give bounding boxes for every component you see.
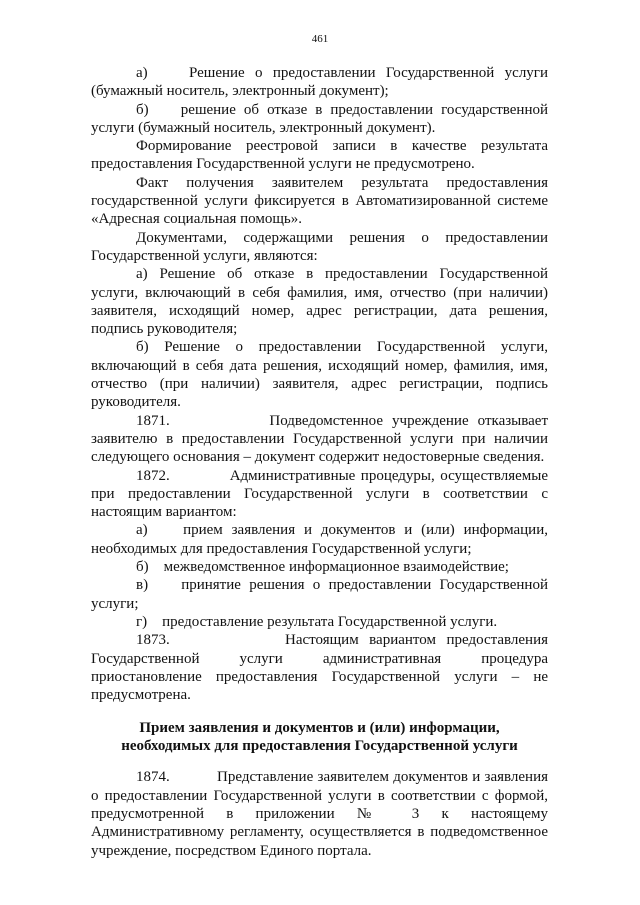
paragraph: б) решение об отказе в предоставлении государственной услуги (бумажный носитель, электронный документ). — [91, 101, 548, 136]
paragraph: 1872. Административные процедуры, осуществляемые при предоставлении Государственной услуги в соответствии с настоящим вариантом: — [91, 467, 548, 521]
paragraph: г) предоставление результата Государственной услуги. — [136, 613, 498, 630]
paragraph: 1874. Представление заявителем документов и заявления о предоставлении Государственной услуги в соответствии с формой, предусмотренной в приложении № 3 к настоящему Административному регламенту, осуществляется в подведомственное учреждение, посредством Единого портала. — [91, 769, 548, 859]
paragraph: б) Решение о предоставлении Государственной услуги, включающий в себя дата решения, исходящий номер, фамилия, имя, отчество (при наличии) заявителя, адрес регистрации, подпись руководителя. — [91, 339, 548, 411]
paragraph: 1873. Настоящим вариантом предоставления Государственной услуги административная процедура приостановление предоставления Государственной услуги – не предусмотрена. — [91, 632, 548, 704]
paragraph: а) Решение об отказе в предоставлении Государственной услуги, включающий в себя фамилия, имя, отчество (при наличии) заявителя, исходящий номер, адрес регистрации, дата решения, подпись руководителя; — [91, 266, 548, 338]
paragraph: Документами, содержащими решения о предоставлении Государственной услуги, являются: — [91, 229, 548, 264]
paragraph: Формирование реестровой записи в качестве результата предоставления Государственной услуги не предусмотрено. — [91, 138, 548, 173]
page-number: 461 — [311, 33, 329, 45]
document-body — [91, 64, 548, 860]
section-heading-line: необходимых для предоставления Государственной услуги — [121, 738, 518, 755]
paragraph: Факт получения заявителем результата предоставления государственной услуги фиксируется в Автоматизированной системе «Адресная социальная помощь». — [91, 174, 548, 228]
paragraph: 1871. Подведомстенное учреждение отказывает заявителю в предоставлении Государственной услуги при наличии следующего основания – документ содержит недостоверные сведения. — [91, 412, 548, 466]
paragraph: б) межведомственное информационное взаимодействие; — [136, 559, 509, 576]
paragraph: а) прием заявления и документов и (или) информации, необходимых для предоставления Государственной услуги; — [91, 522, 548, 557]
paragraph: в) принятие решения о предоставлении Государственной услуги; — [91, 577, 548, 612]
section-heading — [91, 719, 548, 755]
paragraph: а) Решение о предоставлении Государственной услуги (бумажный носитель, электронный документ); — [91, 65, 548, 100]
section-heading-line: Прием заявления и документов и (или) информации, — [139, 720, 500, 737]
